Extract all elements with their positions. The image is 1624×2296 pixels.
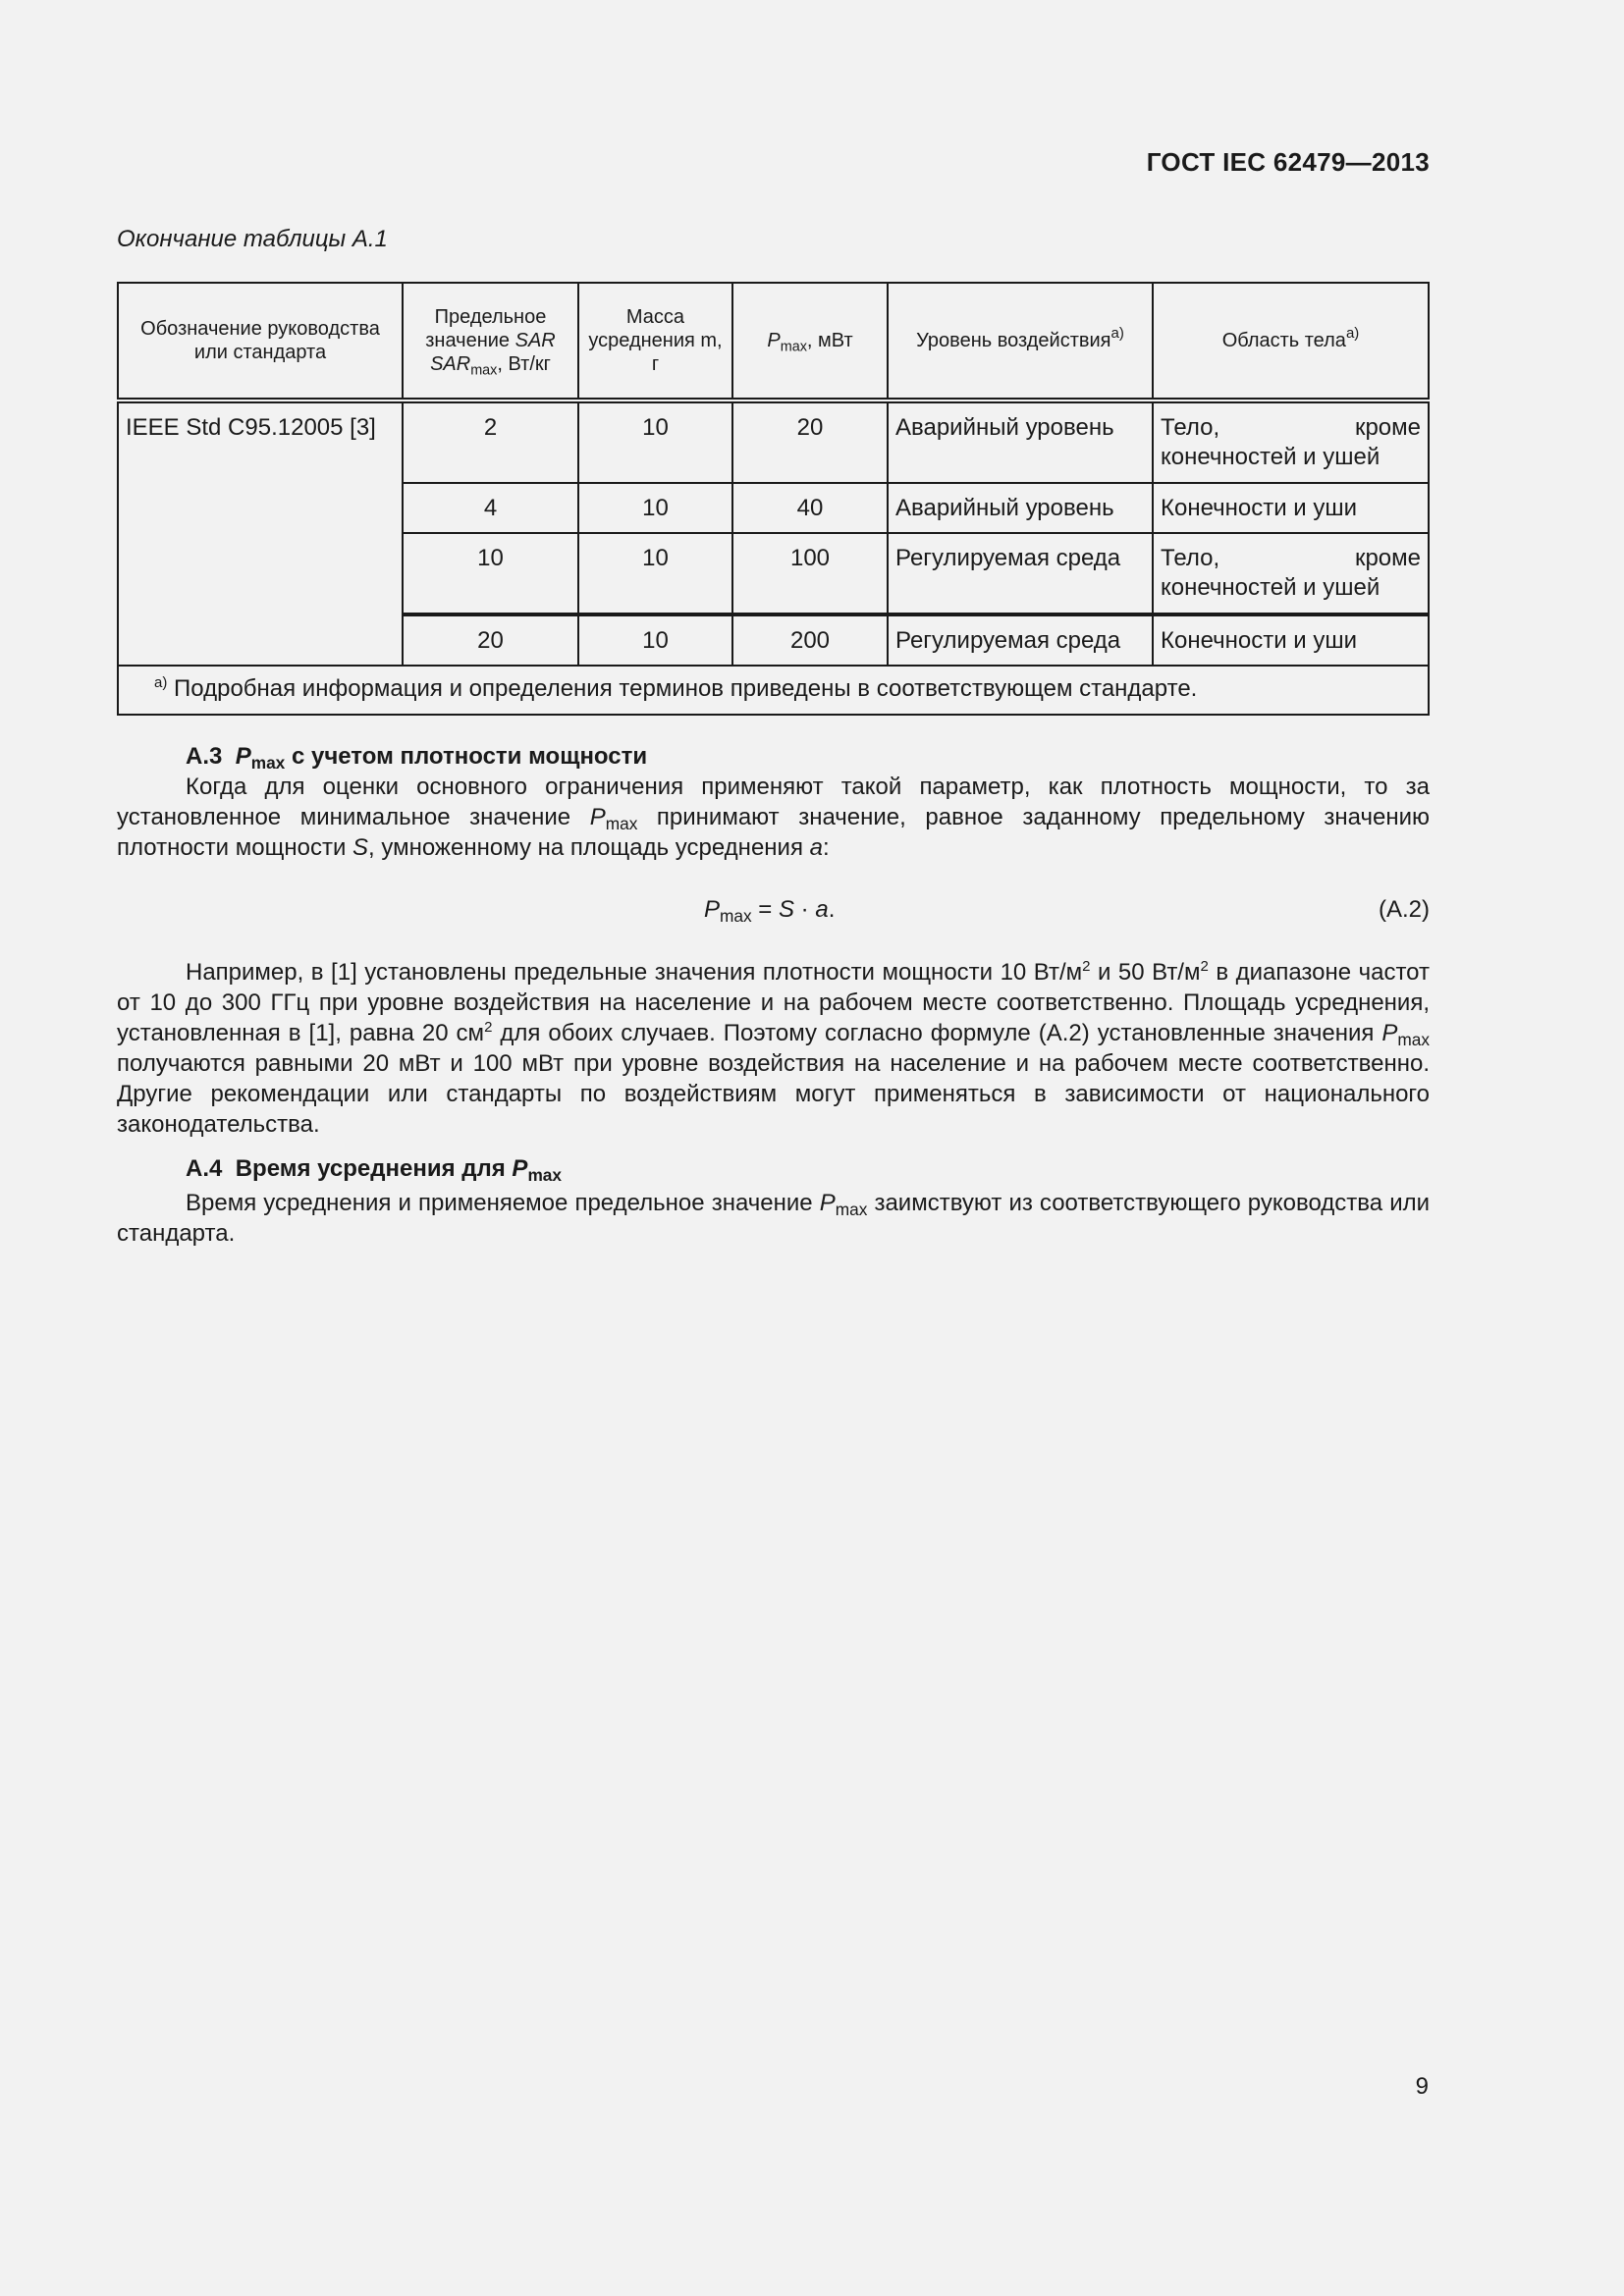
header-pmax: $P_{max}$, мВт [732, 283, 888, 400]
section-a3-heading: А.3 $P_{max}$ с учетом плотности мощности [186, 743, 648, 774]
pmax-cell: 100 [732, 533, 888, 614]
header-exposure-level: Уровень воздействия$^{а)}$ [888, 283, 1153, 400]
section-a3-paragraph-2: Например, в [1] установлены предельные значения плотности мощности 10 $Вт/м^2$ и 50 $Вт/м^2$ в диапазоне частот от 10 до 300 ГГц при уровне воздействия на население и на рабочем месте соответственно. Площадь усреднения, установленная в [1], равна 20 $см^2$ для обоих случаев. Поэтому согласно формуле (А.2) установленные значения $P_{max}$ получаются равными 20 мВт и 100 мВт при уровне воздействия на население и на рабочем месте соответственно. Другие рекомендации или стандарты по воздействиям могут применяться в зависимости от национального законодательства. [117, 958, 1430, 1138]
body-cell: Конечности и уши [1153, 614, 1429, 666]
mass-cell: 10 [578, 483, 732, 533]
level-cell: Регулируемая среда [888, 533, 1153, 614]
body-cell: Конечности и уши [1153, 483, 1429, 533]
sar-cell: 2 [403, 400, 578, 483]
guide-cell: IEEE Std C95.12005 [3] [118, 400, 403, 666]
sar-cell: 4 [403, 483, 578, 533]
section-a4-heading: А.4 Время усреднения для $P_{max}$ [186, 1155, 562, 1186]
header-sar: Предельное значение SAR $SAR_{max}$, Вт/кг [403, 283, 578, 400]
formula-expression: $P_{max} = S \cdot a$. [704, 896, 836, 927]
header-mass: Масса усреднения m, г [578, 283, 732, 400]
sar-cell: 20 [403, 614, 578, 666]
pmax-cell: 200 [732, 614, 888, 666]
formula-number: (А.2) [1378, 896, 1430, 923]
pmax-cell: 20 [732, 400, 888, 483]
mass-cell: 10 [578, 400, 732, 483]
mass-cell: 10 [578, 533, 732, 614]
sar-limits-table [117, 282, 1430, 716]
section-a3-paragraph-1: Когда для оценки основного ограничения применяют такой параметр, как плотность мощности, то за установленное минимальное значение $P_{max}$ принимают значение, равное заданному предельному значению плотности мощности S, умноженному на площадь усреднения a: [117, 774, 1430, 861]
section-a4-paragraph: Время усреднения и применяемое предельное значение $P_{max}$ заимствуют из соответствующего руководства или стандарта. [117, 1190, 1431, 1247]
section-a4 [117, 1153, 1430, 1249]
table-caption: Окончание таблицы А.1 [117, 226, 388, 252]
header-body-region: Область тела$^{а)}$ [1153, 283, 1429, 400]
table-header-row [118, 283, 1429, 400]
page-number: 9 [1415, 2073, 1429, 2100]
table-row [118, 400, 1429, 483]
body-cell: Тело, кроме конечностей и ушей [1153, 400, 1429, 483]
level-cell: Регулируемая среда [888, 614, 1153, 666]
standard-header: ГОСТ IEC 62479—2013 [1146, 147, 1430, 177]
formula-a2 [117, 896, 1430, 930]
level-cell: Аварийный уровень [888, 483, 1153, 533]
level-cell: Аварийный уровень [888, 400, 1153, 483]
table-footnote-row [118, 666, 1429, 715]
table-footnote: $^{а)}$ Подробная информация и определения терминов приведены в соответствующем стандарте. [118, 666, 1429, 715]
section-a3 [117, 741, 1430, 863]
sar-cell: 10 [403, 533, 578, 614]
header-guide: Обозначение руководства или стандарта [118, 283, 403, 400]
pmax-cell: 40 [732, 483, 888, 533]
body-cell: Тело, кроме конечностей и ушей [1153, 533, 1429, 614]
mass-cell: 10 [578, 614, 732, 666]
